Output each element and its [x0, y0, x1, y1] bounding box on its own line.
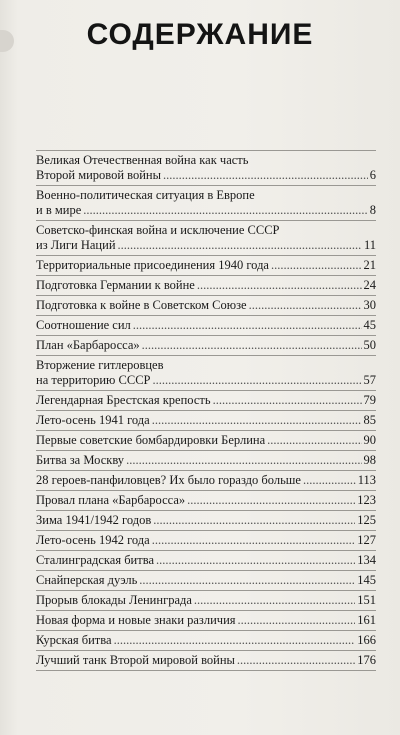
toc-entry	[36, 336, 376, 356]
toc-entry-title: Новая форма и новые знаки различия	[36, 613, 236, 627]
toc-entry	[36, 431, 376, 451]
toc-entry-page-number: 30	[363, 298, 376, 312]
toc-entry	[36, 591, 376, 611]
toc-entry-page-number: 145	[357, 573, 376, 587]
toc-entry	[36, 296, 376, 316]
toc-entry	[36, 391, 376, 411]
dot-leader	[237, 653, 355, 668]
toc-entry	[36, 551, 376, 571]
page-title: СОДЕРЖАНИЕ	[86, 18, 314, 51]
toc-entry	[36, 411, 376, 431]
toc-entry-page-number: 45	[363, 318, 376, 332]
toc-entry	[36, 256, 376, 276]
toc-entry-title: и в мире	[36, 203, 82, 217]
table-of-contents	[36, 150, 376, 671]
toc-entry-title-line: Великая Отечественная война как часть	[36, 153, 249, 167]
dot-leader	[133, 318, 362, 333]
toc-entry-page-number: 85	[363, 413, 376, 427]
toc-entry	[36, 491, 376, 511]
toc-entry-title-line: Военно-политическая ситуация в Европе	[36, 188, 255, 202]
dot-leader	[152, 533, 356, 548]
toc-entry-title: на территорию СССР	[36, 373, 151, 387]
toc-entry-title: Лето-осень 1942 года	[36, 533, 150, 547]
dot-leader	[267, 433, 361, 448]
toc-entry-title: Первые советские бомбардировки Берлина	[36, 433, 266, 447]
dot-leader	[271, 258, 362, 273]
dot-leader	[213, 393, 362, 408]
toc-entry-title: Лето-осень 1941 года	[36, 413, 150, 427]
toc-entry-page-number: 151	[357, 593, 376, 607]
toc-entry	[36, 471, 376, 491]
dot-leader	[126, 453, 361, 468]
toc-entry-page-number: 6	[369, 168, 376, 182]
dot-leader	[114, 633, 356, 648]
toc-entry	[36, 571, 376, 591]
toc-entry-title: Лучший танк Второй мировой войны	[36, 653, 235, 667]
dot-leader	[238, 613, 356, 628]
toc-entry-title: Подготовка к войне в Советском Союзе	[36, 298, 247, 312]
toc-entry-title: Зима 1941/1942 годов	[36, 513, 152, 527]
toc-entry-title: Соотношение сил	[36, 318, 131, 332]
toc-entry-page-number: 98	[363, 453, 376, 467]
dot-leader	[249, 298, 362, 313]
toc-entry-page-number: 57	[363, 373, 376, 387]
dot-leader	[153, 513, 355, 528]
dot-leader	[118, 238, 362, 253]
toc-entry-page-number: 123	[357, 493, 376, 507]
toc-entry	[36, 221, 376, 256]
toc-entry	[36, 651, 376, 671]
toc-entry-title: Провал плана «Барбаросса»	[36, 493, 186, 507]
dot-leader	[139, 573, 355, 588]
dot-leader	[163, 168, 368, 183]
toc-entry-page-number: 127	[357, 533, 376, 547]
dot-leader	[152, 413, 362, 428]
toc-entry-title: Прорыв блокады Ленинграда	[36, 593, 192, 607]
toc-entry-page-number: 21	[363, 258, 376, 272]
toc-entry-page-number: 11	[363, 238, 376, 252]
toc-entry-title: Курская битва	[36, 633, 112, 647]
toc-entry-title: Территориальные присоединения 1940 года	[36, 258, 269, 272]
toc-entry-page-number: 50	[363, 338, 376, 352]
toc-entry-title: План «Барбаросса»	[36, 338, 140, 352]
toc-entry-page-number: 176	[357, 653, 376, 667]
toc-entry-page-number: 90	[363, 433, 376, 447]
dot-leader	[152, 373, 361, 388]
toc-entry	[36, 451, 376, 471]
toc-entry	[36, 151, 376, 186]
dot-leader	[303, 473, 356, 488]
toc-entry	[36, 186, 376, 221]
toc-entry	[36, 511, 376, 531]
toc-entry-page-number: 134	[357, 553, 376, 567]
dot-leader	[156, 553, 355, 568]
dot-leader	[197, 278, 362, 293]
toc-entry-title: 28 героев-панфиловцев? Их было гораздо больше	[36, 473, 301, 487]
toc-entry-title-line: Вторжение гитлеровцев	[36, 358, 164, 372]
toc-entry-page-number: 8	[369, 203, 376, 217]
toc-entry-page-number: 79	[363, 393, 376, 407]
toc-entry	[36, 276, 376, 296]
toc-entry-page-number: 166	[357, 633, 376, 647]
toc-entry	[36, 316, 376, 336]
toc-entry-page-number: 24	[363, 278, 376, 292]
dot-leader	[142, 338, 362, 353]
toc-entry-title: Битва за Москву	[36, 453, 125, 467]
toc-entry	[36, 631, 376, 651]
toc-entry-title: Второй мировой войны	[36, 168, 162, 182]
toc-entry-page-number: 113	[357, 473, 376, 487]
toc-entry-title: Легендарная Брестская крепость	[36, 393, 211, 407]
dot-leader	[187, 493, 355, 508]
dot-leader	[83, 203, 368, 218]
toc-entry-title-line: Советско-финская война и исключение СССР	[36, 223, 280, 237]
toc-entry-title: Сталинградская битва	[36, 553, 154, 567]
toc-entry-title: Подготовка Германии к войне	[36, 278, 195, 292]
toc-entry	[36, 611, 376, 631]
toc-entry-page-number: 125	[357, 513, 376, 527]
toc-entry-title: Снайперская дуэль	[36, 573, 138, 587]
dot-leader	[194, 593, 355, 608]
toc-entry	[36, 356, 376, 391]
toc-entry-page-number: 161	[357, 613, 376, 627]
toc-entry	[36, 531, 376, 551]
toc-entry-title: из Лиги Наций	[36, 238, 116, 252]
